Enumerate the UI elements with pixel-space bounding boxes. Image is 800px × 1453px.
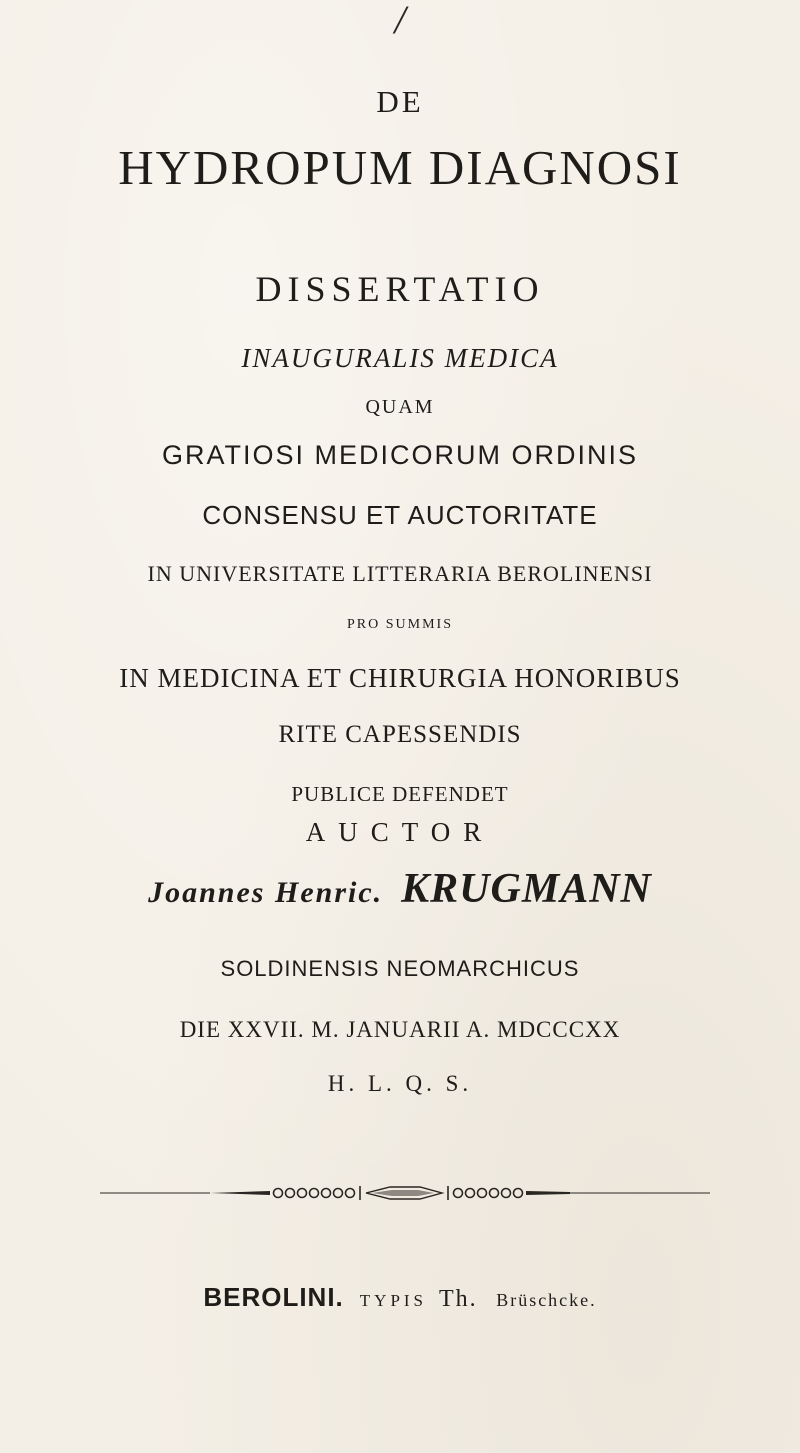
defendet-line: PUBLICE DEFENDET <box>291 782 509 806</box>
corner-mark: / <box>394 0 406 42</box>
preposition-de: DE <box>376 84 424 119</box>
author-origin: SOLDINENSIS NEOMARCHICUS <box>220 956 580 981</box>
defense-date: DIE XXVII. M. JANUARII A. MDCCCXX <box>179 1017 621 1042</box>
pro-summis-line: PRO SUMMIS <box>347 617 453 632</box>
imprint-printer-name: Brüschcke. <box>496 1290 597 1310</box>
faculty-line: GRATIOSI MEDICORUM ORDINIS <box>161 440 638 470</box>
honors-line: IN MEDICINA ET CHIRURGIA HONORIBUS <box>119 663 681 693</box>
imprint-typis: TYPIS <box>359 1291 428 1310</box>
dissertatio-heading: DISSERTATIO <box>255 269 545 309</box>
imprint-city: BEROLINI. <box>203 1282 344 1312</box>
author-name <box>0 868 800 910</box>
ornamental-rule <box>100 1183 710 1203</box>
inauguralis-subtitle: INAUGURALIS MEDICA <box>241 343 559 373</box>
consent-line: CONSENSU ET AUCTORITATE <box>202 500 598 530</box>
imprint-printer-initial: Th. <box>439 1286 478 1312</box>
main-title: HYDROPUM DIAGNOSI <box>118 140 682 195</box>
imprint <box>0 1284 800 1311</box>
author-given-name: Joannes Henric. <box>148 876 384 909</box>
university-line: IN UNIVERSITATE LITTERARIA BEROLINENSI <box>147 561 653 586</box>
quam-line: QUAM <box>365 396 435 418</box>
defense-hour: H. L. Q. S. <box>327 1071 473 1096</box>
author-surname: KRUGMANN <box>401 866 652 912</box>
rite-line: RITE CAPESSENDIS <box>278 721 522 748</box>
auctor-label: AUCTOR <box>305 817 495 847</box>
